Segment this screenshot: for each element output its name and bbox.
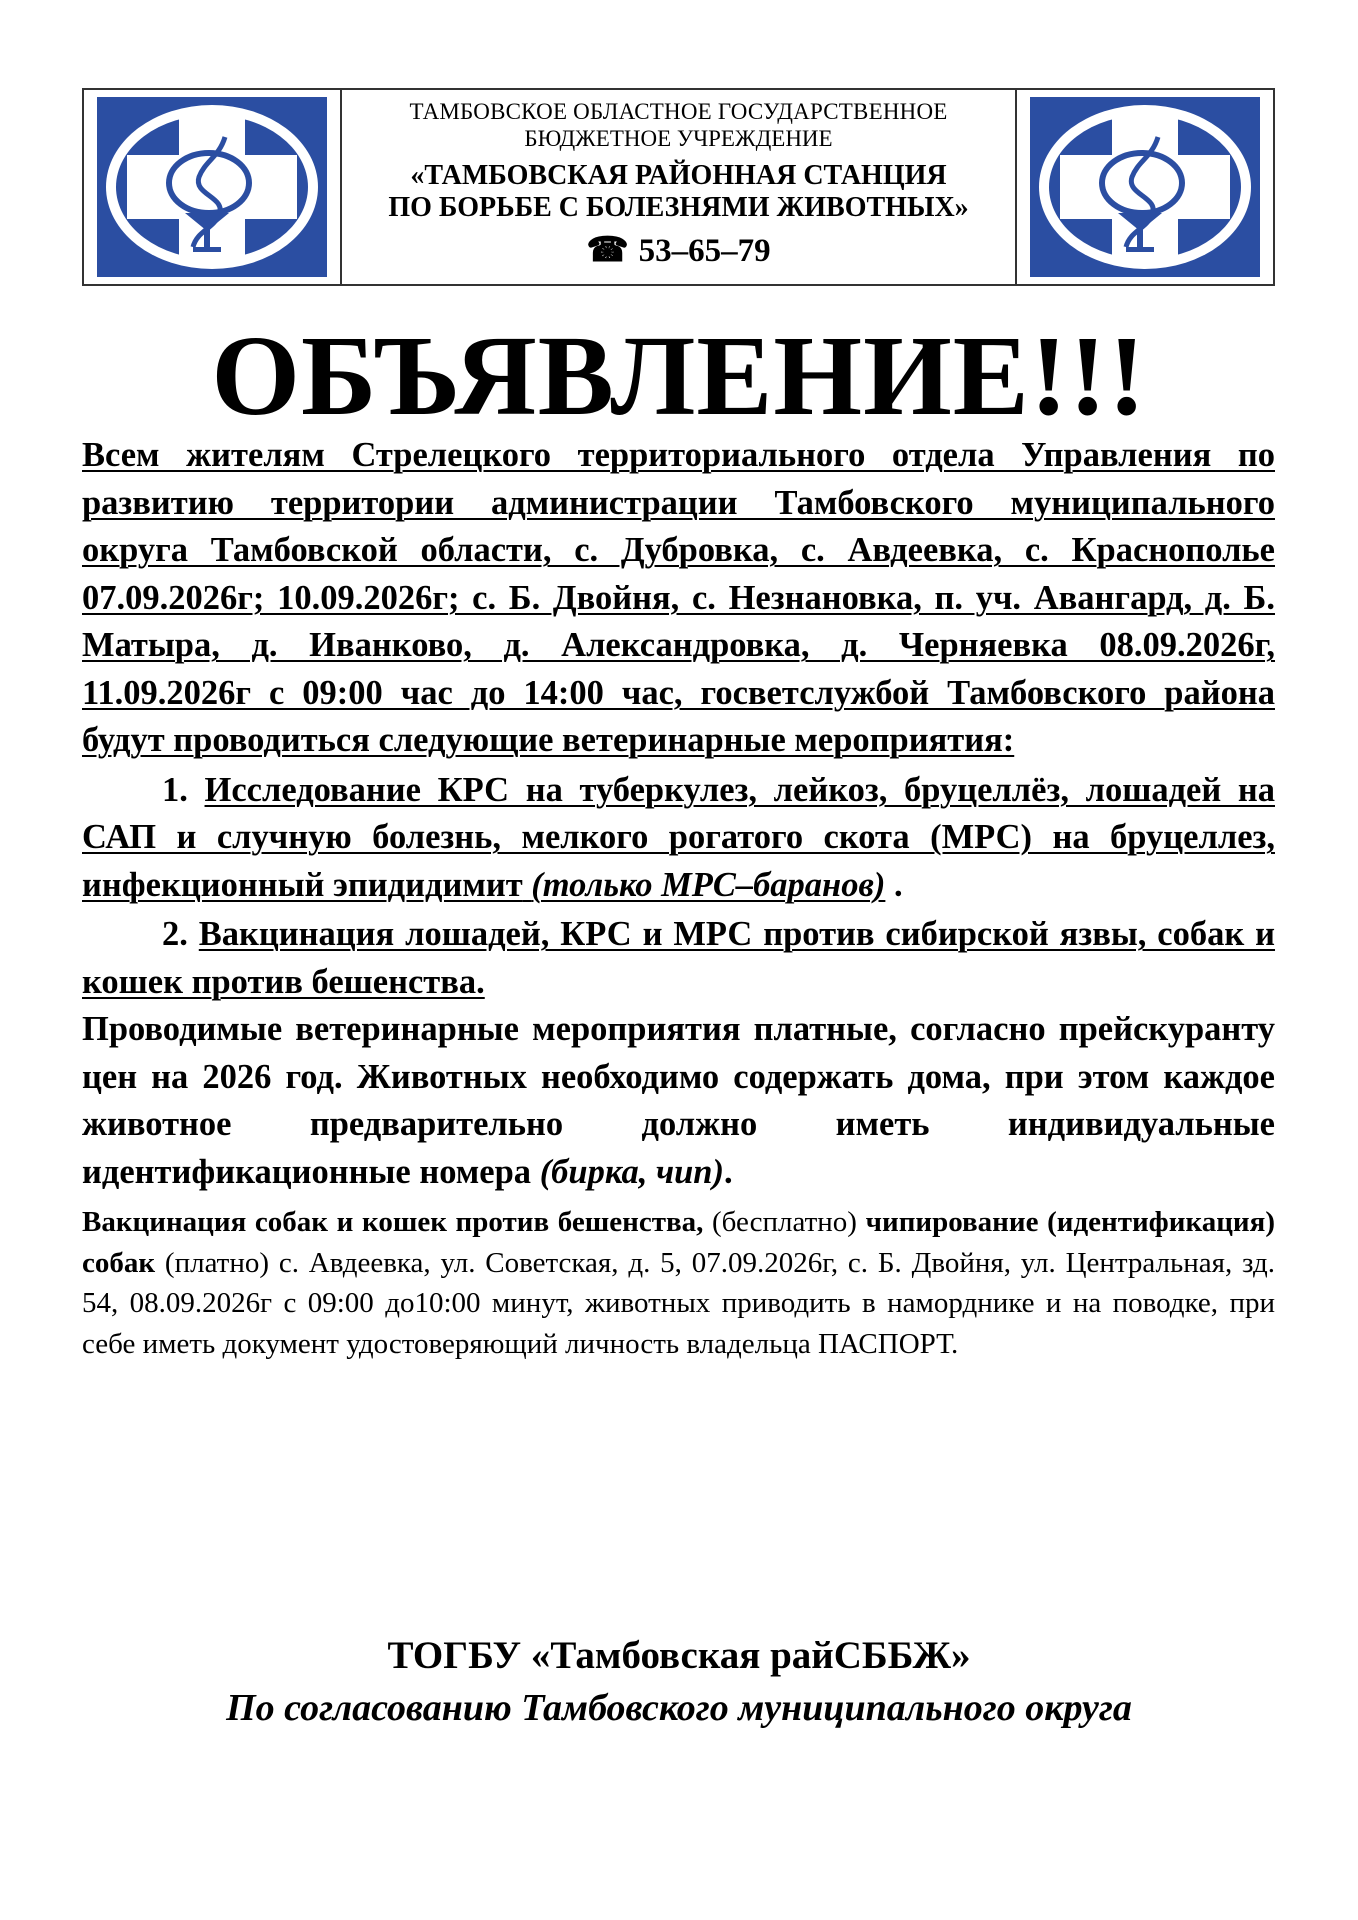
announcement-body xyxy=(82,432,1275,1364)
list-item-2 xyxy=(82,911,1275,1006)
paid-text: Проводимые ветеринарные мероприятия платные, согласно прейскуранту цен на 2026 год. Животных необходимо содержать дома, при этом каждое животное предварительно должно иметь индивидуальные идентификационные номера xyxy=(82,1010,1275,1191)
list-item-italic: (только МРС–баранов) xyxy=(531,865,886,904)
veterinary-cross-logo-icon xyxy=(97,97,327,277)
org-name xyxy=(342,160,1015,224)
paid-services-paragraph xyxy=(82,1006,1275,1196)
org-phone xyxy=(342,230,1015,270)
organization-info xyxy=(342,90,1015,284)
org-type-line1: ТАМБОВСКОЕ ОБЛАСТНОЕ ГОСУДАРСТВЕННОЕ xyxy=(409,99,948,124)
org-name-line1: «ТАМБОВСКАЯ РАЙОННАЯ СТАНЦИЯ xyxy=(410,160,947,191)
org-name-line2: ПО БОРЬБЕ С БОЛЕЗНЯМИ ЖИВОТНЫХ» xyxy=(388,192,969,223)
rabies-bold-2: чипирование (идентификация) собак xyxy=(82,1206,1275,1279)
rabies-normal-1: (бесплатно) xyxy=(703,1206,866,1238)
intro-paragraph: Всем жителям Стрелецкого территориального отдела Управления по развитию территории администрации Тамбовского муниципального округа Тамбовской области, с. Дубровка, с. Авдеевка, с. Краснополье 07.09.2026г; 10.09.2026г; с. Б. Двойня, с. Незнановка, п. уч. Авангард, д. Б. Матыра, д. Иванково, д. Александровка, д. Черняевка 08.09.2026г, 11.09.2026г с 09:00 час до 14:00 час, госветслужбой Тамбовского района будут проводиться следующие ветеринарные мероприятия: xyxy=(82,436,1275,759)
header-table xyxy=(82,88,1275,286)
list-item-text xyxy=(82,771,1275,904)
rabies-vaccination-paragraph xyxy=(82,1202,1275,1364)
paid-italic: (бирка, чип) xyxy=(539,1152,724,1191)
logo-cell-right xyxy=(1015,90,1273,284)
org-type-line2: БЮДЖЕТНОЕ УЧРЕЖДЕНИЕ xyxy=(524,126,833,151)
list-item-text-main: Исследование КРС на туберкулез, лейкоз, бруцеллёз, лошадей на САП и случную болезнь, мелкого рогатого скота (МРС) на бруцеллез, инфекционный эпидидимит xyxy=(82,770,1275,904)
paid-end: . xyxy=(723,1152,733,1191)
footer-organization: ТОГБУ «Тамбовская райСББЖ» xyxy=(387,1634,971,1677)
veterinary-cross-logo-icon xyxy=(1030,97,1260,277)
rabies-bold-1: Вакцинация собак и кошек против бешенства, xyxy=(82,1206,704,1238)
list-item-text: Вакцинация лошадей, КРС и МРС против сибирской язвы, собак и кошек против бешенства. xyxy=(82,915,1276,1001)
telephone-icon: ☎ xyxy=(586,232,629,269)
rabies-normal-2: (платно) с. Авдеевка, ул. Советская, д. 5, 07.09.2026г, с. Б. Двойня, ул. Центральная, зд. 54, 08.09.2026г с 09:00 до10:00 минут, животных приводить в наморднике и на поводке, при себе иметь документ удостоверяющий личность владельца ПАСПОРТ. xyxy=(82,1246,1275,1360)
phone-number: 53–65–79 xyxy=(638,233,771,269)
logo-cell-left xyxy=(84,90,342,284)
list-number: 2. xyxy=(162,915,188,953)
footer-agreement: По согласованию Тамбовского муниципального округа xyxy=(226,1687,1132,1729)
list-item-1 xyxy=(82,767,1275,910)
list-number: 1. xyxy=(162,770,188,809)
announcement-title: ОБЪЯВЛЕНИЕ!!! xyxy=(211,312,1147,439)
list-item-end: . xyxy=(885,865,903,904)
